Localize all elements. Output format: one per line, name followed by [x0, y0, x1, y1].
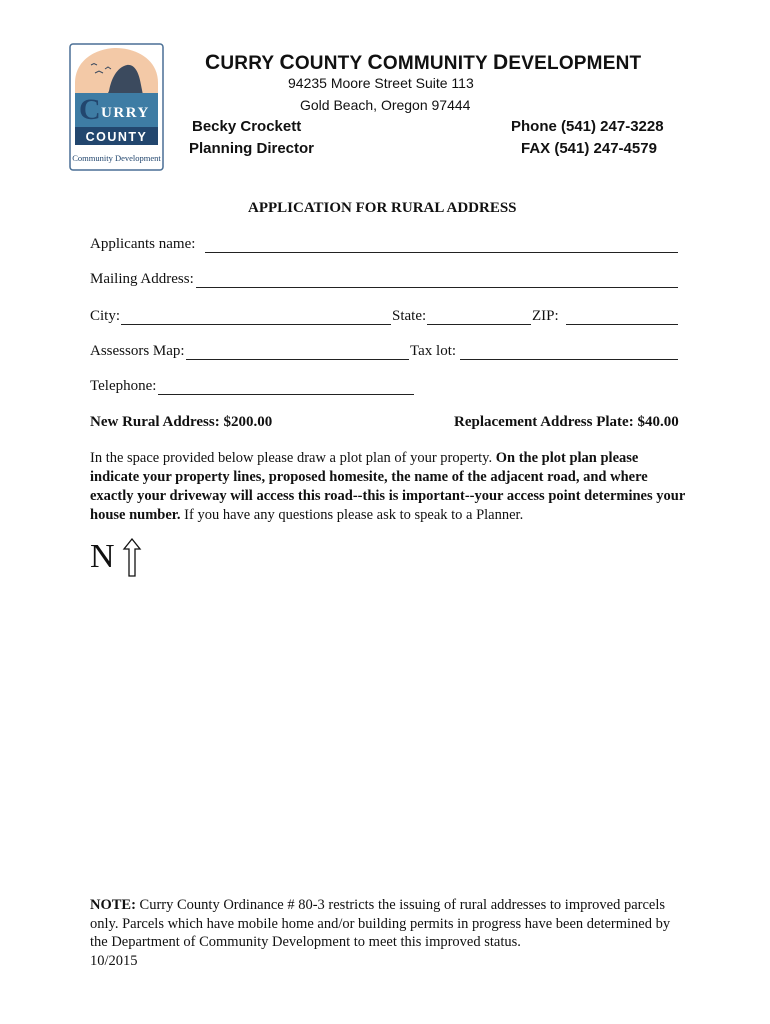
phone-number: Phone (541) 247-3228 [511, 118, 664, 135]
logo-line2: COUNTY [85, 130, 148, 144]
north-arrow-icon [121, 538, 143, 578]
title-part-1-initial: C [205, 51, 221, 74]
city-field[interactable] [121, 309, 391, 325]
zip-label: ZIP: [532, 308, 559, 324]
state-field[interactable] [427, 309, 531, 325]
title-part-3-rest: OMMUNITY [382, 53, 494, 74]
fee-replacement-plate: Replacement Address Plate: $40.00 [454, 414, 679, 430]
instructions-emphasis: On the plot plan please indicate your property lines, proposed homesite, the name of the adjacent road, and where exactly your driveway will access this road--this is important--your access point determines your house number. [90, 450, 685, 523]
title-part-1-rest: URRY [220, 53, 280, 74]
contact-name: Becky Crockett [192, 118, 302, 135]
curry-county-logo [69, 43, 164, 171]
zip-field[interactable] [566, 309, 678, 325]
contact-role: Planning Director [189, 140, 315, 157]
logo-line1: URRY [101, 105, 150, 121]
telephone-field[interactable] [158, 379, 414, 395]
title-part-4-rest: EVELOPMENT [508, 53, 642, 74]
ordinance-note [90, 896, 690, 970]
plot-plan-instructions [90, 449, 690, 525]
city-label: City: [90, 308, 121, 324]
telephone-label: Telephone: [90, 378, 157, 394]
note-label: NOTE: [90, 897, 136, 913]
state-label: State: [392, 308, 427, 324]
title-part-2-rest: OUNTY [294, 53, 368, 74]
north-label: N [90, 538, 115, 575]
fee-new-address: New Rural Address: $200.00 [90, 414, 273, 430]
assessors-map-label: Assessors Map: [90, 343, 185, 359]
mailing-address-field[interactable] [196, 272, 678, 288]
assessors-map-field[interactable] [186, 344, 409, 360]
note-text: Curry County Ordinance # 80-3 restricts the issuing of rural addresses to improved parcels only. Parcels which have mobile home and/or building permits in progress have been determined by the Department of Community Development to meet this improved status. [90, 897, 671, 950]
applicant-name-label: Applicants name: [90, 236, 196, 252]
instructions-closing: If you have any questions please ask to speak to a Planner. [180, 507, 524, 523]
title-part-2-initial: C [279, 51, 295, 74]
mailing-address-label: Mailing Address: [90, 271, 194, 287]
plot-plan-drawing-area[interactable] [90, 590, 690, 880]
address-line-2: Gold Beach, Oregon 97444 [300, 97, 471, 113]
tax-lot-label: Tax lot: [410, 343, 457, 359]
agency-title [205, 51, 641, 75]
tax-lot-field[interactable] [460, 344, 678, 360]
revision-date: 10/2015 [90, 952, 138, 969]
address-line-1: 94235 Moore Street Suite 113 [288, 75, 474, 91]
logo-c-letter: C [79, 93, 101, 126]
title-part-3-initial: C [367, 51, 383, 74]
logo-line3: Community Development [72, 153, 161, 163]
instructions-intro: In the space provided below please draw a plot plan of your property. [90, 450, 496, 466]
applicant-name-field[interactable] [205, 237, 678, 253]
form-title: APPLICATION FOR RURAL ADDRESS [248, 200, 517, 216]
title-part-4-initial: D [493, 51, 509, 74]
fax-number: FAX (541) 247-4579 [521, 140, 657, 157]
